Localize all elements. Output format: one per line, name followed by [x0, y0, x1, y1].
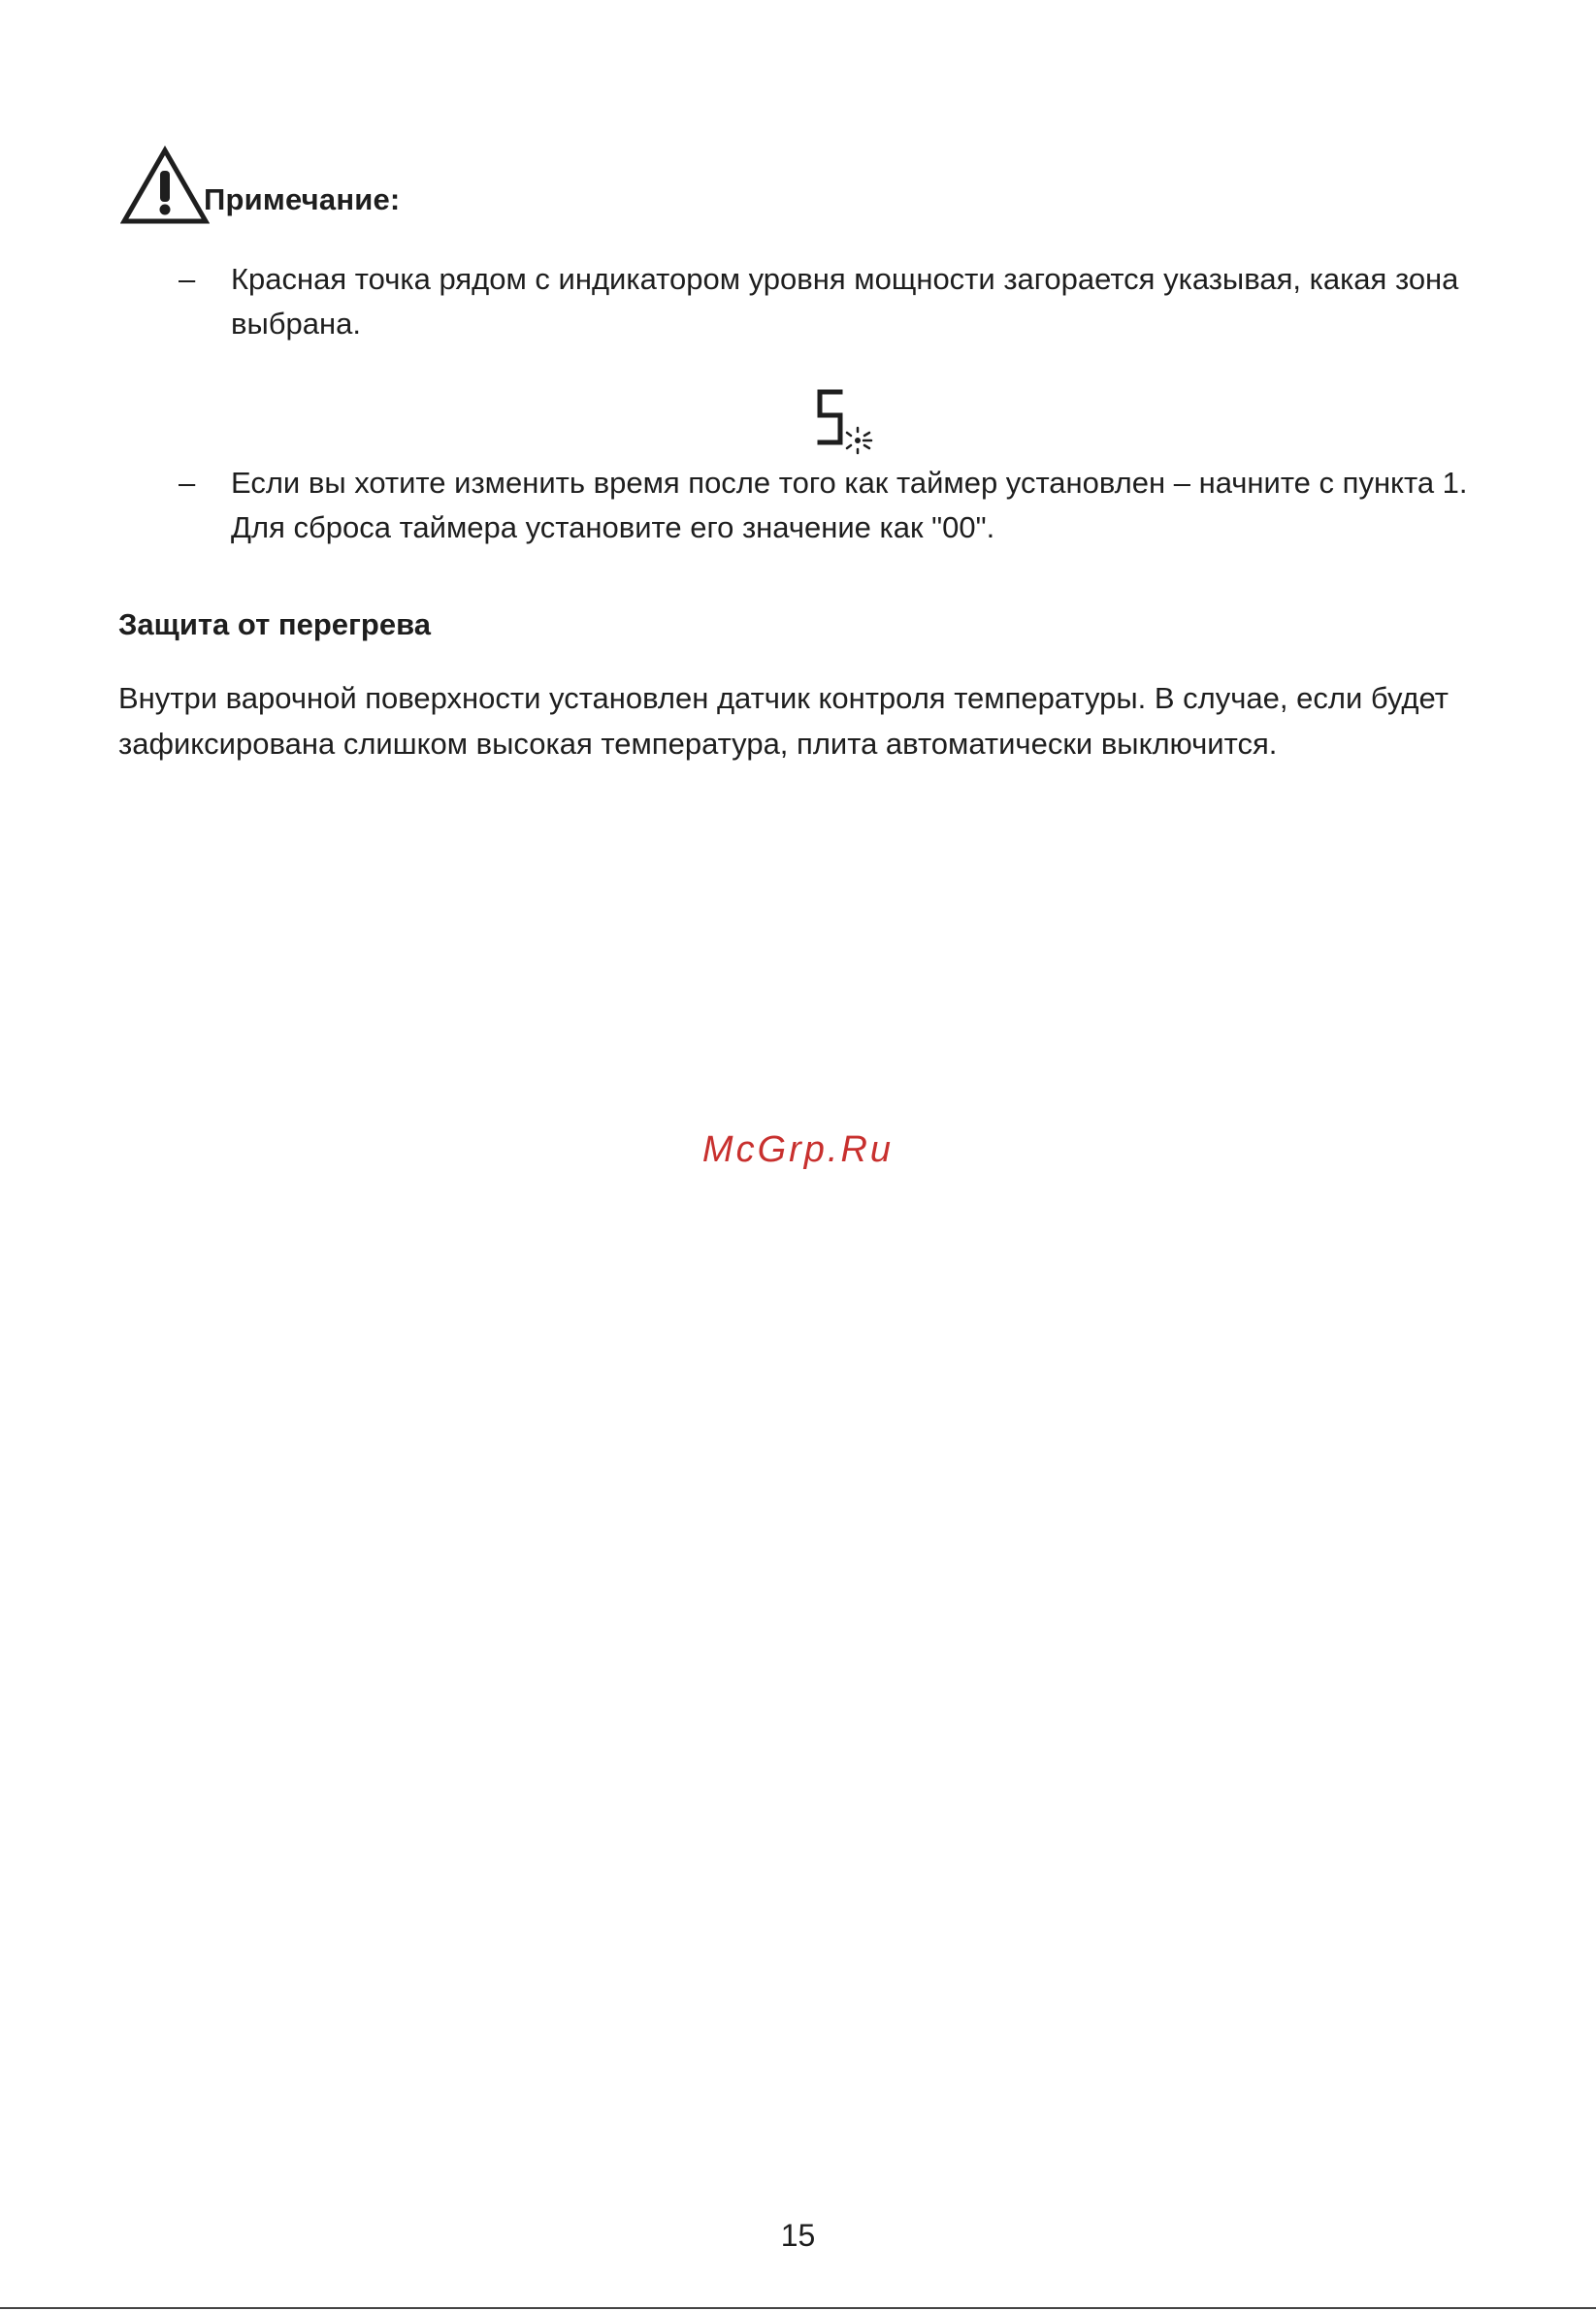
bullet-text: Красная точка рядом с индикатором уровня мощности загорается указывая, какая зона выбрана.	[231, 262, 1459, 341]
note-title: Примечание:	[204, 182, 401, 216]
note-heading	[120, 142, 400, 225]
list-item	[179, 461, 1479, 550]
page-number: 15	[780, 2218, 816, 2253]
power-level-display-icon	[813, 386, 881, 456]
blinking-dot-icon	[847, 428, 871, 453]
bullet-dash: –	[179, 466, 196, 500]
list-item	[179, 257, 1479, 346]
section-body: Внутри варочной поверхности установлен датчик контроля температуры. В случае, если будет зафиксирована слишком высокая температура, плита автоматически выключится.	[118, 681, 1449, 761]
bullet-dash: –	[179, 262, 196, 296]
page-bottom-rule	[0, 2307, 1596, 2309]
section-heading: Защита от перегрева	[118, 607, 431, 641]
bullet-text: Если вы хотите изменить время после того как таймер установлен – начните с пункта 1. Для сброса таймера установите его значение как "00".	[231, 466, 1468, 544]
warning-triangle-icon	[120, 146, 210, 225]
watermark: McGrp.Ru	[701, 1129, 895, 1170]
